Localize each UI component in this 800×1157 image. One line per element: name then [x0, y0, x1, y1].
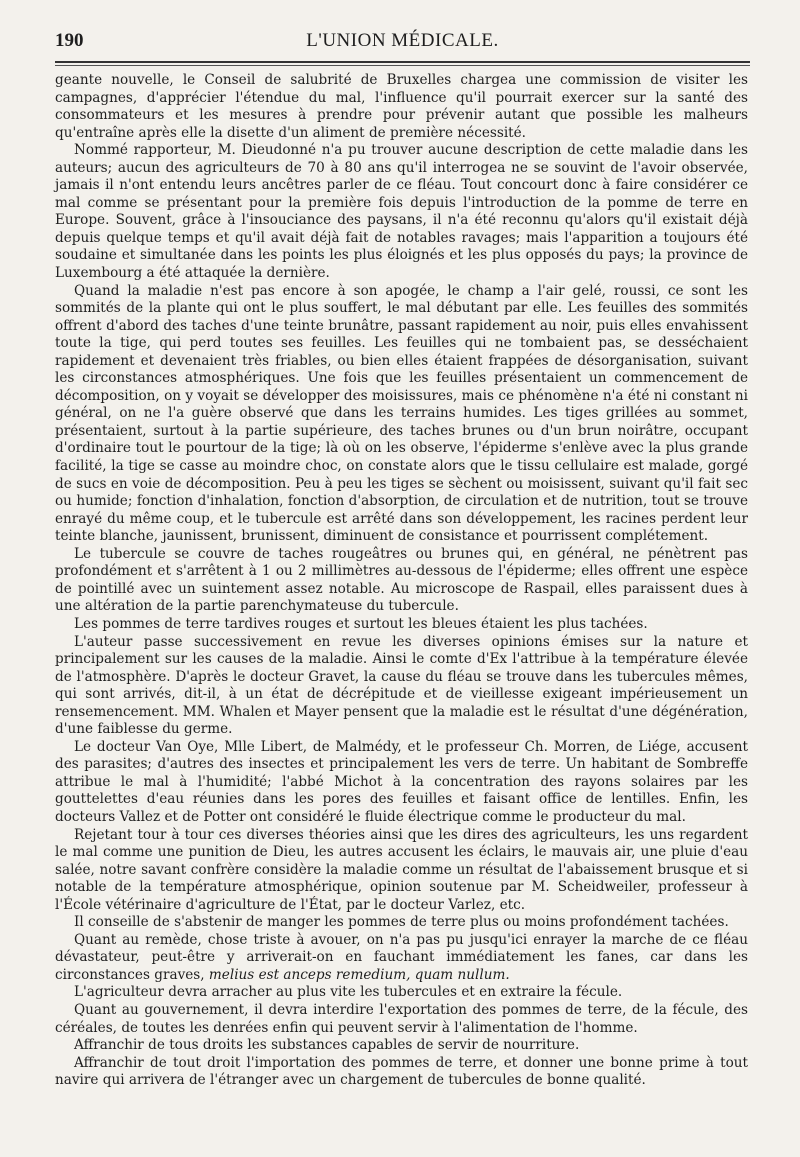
header-rule-thin	[55, 65, 750, 66]
header-rule	[55, 61, 750, 63]
paragraph: Quant au gouvernement, il devra interdire l'exportation des pommes de terre, de la fécule, des céréales, de toutes les denrées enfin qui peuvent servir à l'alimentation de l'homme.	[55, 1001, 748, 1036]
paragraph-text: Quant au remède, chose triste à avouer, on n'a pas pu jusqu'ici enrayer la marche de ce fléau dévastateur, peut-être y arriverait-on en fauchant immédiatement les fanes, car dans les circonstances graves,	[55, 931, 748, 983]
page-header	[55, 30, 750, 56]
page-number: 190	[55, 30, 84, 51]
paragraph: Affranchir de tout droit l'importation des pommes de terre, et donner une bonne prime à tout navire qui arrivera de l'étranger avec un chargement de tubercules de bonne qualité.	[55, 1054, 748, 1089]
paragraph: Nommé rapporteur, M. Dieudonné n'a pu trouver aucune description de cette maladie dans les auteurs; aucun des agriculteurs de 70 à 80 ans qu'il interrogea ne se souvint de l'avoir observée, jamais il n'ont entendu leurs ancêtres parler de ce fléau. Tout concourt donc à faire considérer ce mal comme se présentant pour la première fois depuis l'introduction de la pomme de terre en Europe. Souvent, grâce à l'insouciance des paysans, il n'a été reconnu qu'alors qu'il existait déjà depuis quelque temps et qu'il avait déjà fait de notables ravages; mais l'apparition a toujours été soudaine et simultanée dans les points les plus éloignés et les plus opposés du pays; la province de Luxembourg a été attaquée la dernière.	[55, 142, 748, 282]
paragraph: Les pommes de terre tardives rouges et surtout les bleues étaient les plus tachées.	[74, 615, 648, 632]
latin-quote: melius est anceps remedium, quam nullum.	[208, 966, 510, 983]
paragraph-with-quote	[55, 932, 748, 985]
running-title: L'UNION MÉDICALE.	[306, 30, 499, 51]
paragraph: Le tubercule se couvre de taches rougeâtres ou brunes qui, en général, ne pénètrent pas profondément et s'arrêtent à 1 ou 2 millimètres au-dessous de l'épiderme; elles offrent une espèce de pointillé avec un suintement assez notable. Au microscope de Raspail, elles paraissent dues à une altération de la partie parenchymateuse du tubercule.	[55, 545, 748, 615]
paragraph: Affranchir de tous droits les substances capables de servir de nourriture.	[74, 1037, 580, 1054]
paragraph: Le docteur Van Oye, Mlle Libert, de Malmédy, et le professeur Ch. Morren, de Liége, accusent des parasites; d'autres des insectes et principalement les vers de terre. Un habitant de Sombreffe attribue le mal à l'humidité; l'abbé Michot à la concentration des rayons solaires par les gouttelettes d'eau réunies dans les pores des feuilles et faisant office de lentilles. Enfin, les docteurs Vallez et de Potter ont considéré le fluide électrique comme le producteur du mal.	[55, 738, 748, 825]
paragraph: Rejetant tour à tour ces diverses théories ainsi que les dires des agriculteurs, les uns regardent le mal comme une punition de Dieu, les autres accusent les éclairs, le mauvais air, une pluie d'eau salée, notre savant confrère considère la maladie comme un résultat de l'abaissement brusque et si notable de la température atmosphérique, opinion soutenue par M. Scheidweiler, professeur à l'École vétérinaire d'agriculture de l'État, par le docteur Varlez, etc.	[55, 826, 748, 913]
paragraph: Quand la maladie n'est pas encore à son apogée, le champ a l'air gelé, roussi, ce sont les sommités de la plante qui ont le plus souffert, le mal débutant par elle. Les feuilles des sommités offrent d'abord des taches d'une teinte brunâtre, passant rapidement au noir, puis elles envahissent toute la tige, qui perd toutes ses feuilles. Les feuilles qui ne tombaient pas, se desséchaient rapidement et devenaient très friables, ou bien elles étaient frappées de désorganisation, suivant les circonstances atmosphériques. Une fois que les feuilles présentaient un commencement de décomposition, on y voyait se développer des moisissures, mais ce phénomène n'a été ni constant ni général, on ne l'a guère observé que dans les terrains humides. Les tiges grillées au sommet, présentaient, surtout à la partie supérieure, des taches brunes ou d'un brun noirâtre, occupant d'ordinaire tout le pourtour de la tige; là où on les observe, l'épiderme s'enlève avec la plus grande facilité, la tige se casse au moindre choc, on constate alors que le tissu cellulaire est malade, gorgé de sucs en voie de décomposition. Peu à peu les tiges se sèchent ou moisissent, suivant qu'il fait sec ou humide; fonction d'inhalation, fonction d'absorption, de circulation et de nutrition, tout se trouve enrayé du même coup, et le tubercule est arrêté dans son développement, les racines perdent leur teinte blanche, jaunissent, brunissent, diminuent de consistance et pourrissent complétement.	[55, 282, 748, 545]
paragraph: Il conseille de s'abstenir de manger les pommes de terre plus ou moins profondément tachées.	[74, 914, 729, 931]
paragraph: L'auteur passe successivement en revue les diverses opinions émises sur la nature et principalement sur les causes de la maladie. Ainsi le comte d'Ex l'attribue à la température élevée de l'atmosphère. D'après le docteur Gravet, la cause du fléau se trouve dans les tubercules mêmes, qui sont arrivés, dit-il, à un état de décrépitude et de vieillesse exigeant impérieusement un rensemencement. MM. Whalen et Mayer pensent que la maladie est le résultat d'une dégénération, d'une faiblesse du germe.	[55, 633, 748, 738]
paragraph: L'agriculteur devra arracher au plus vite les tubercules et en extraire la fécule.	[74, 984, 623, 1001]
article-body	[55, 72, 748, 1090]
paragraph: geante nouvelle, le Conseil de salubrité de Bruxelles chargea une commission de visiter les campagnes, d'apprécier l'étendue du mal, l'influence qu'il pourrait exercer sur la santé des consommateurs et les mesures à prendre pour prévenir autant que possible les malheurs qu'entraîne après elle la disette d'un aliment de première nécessité.	[55, 72, 748, 141]
